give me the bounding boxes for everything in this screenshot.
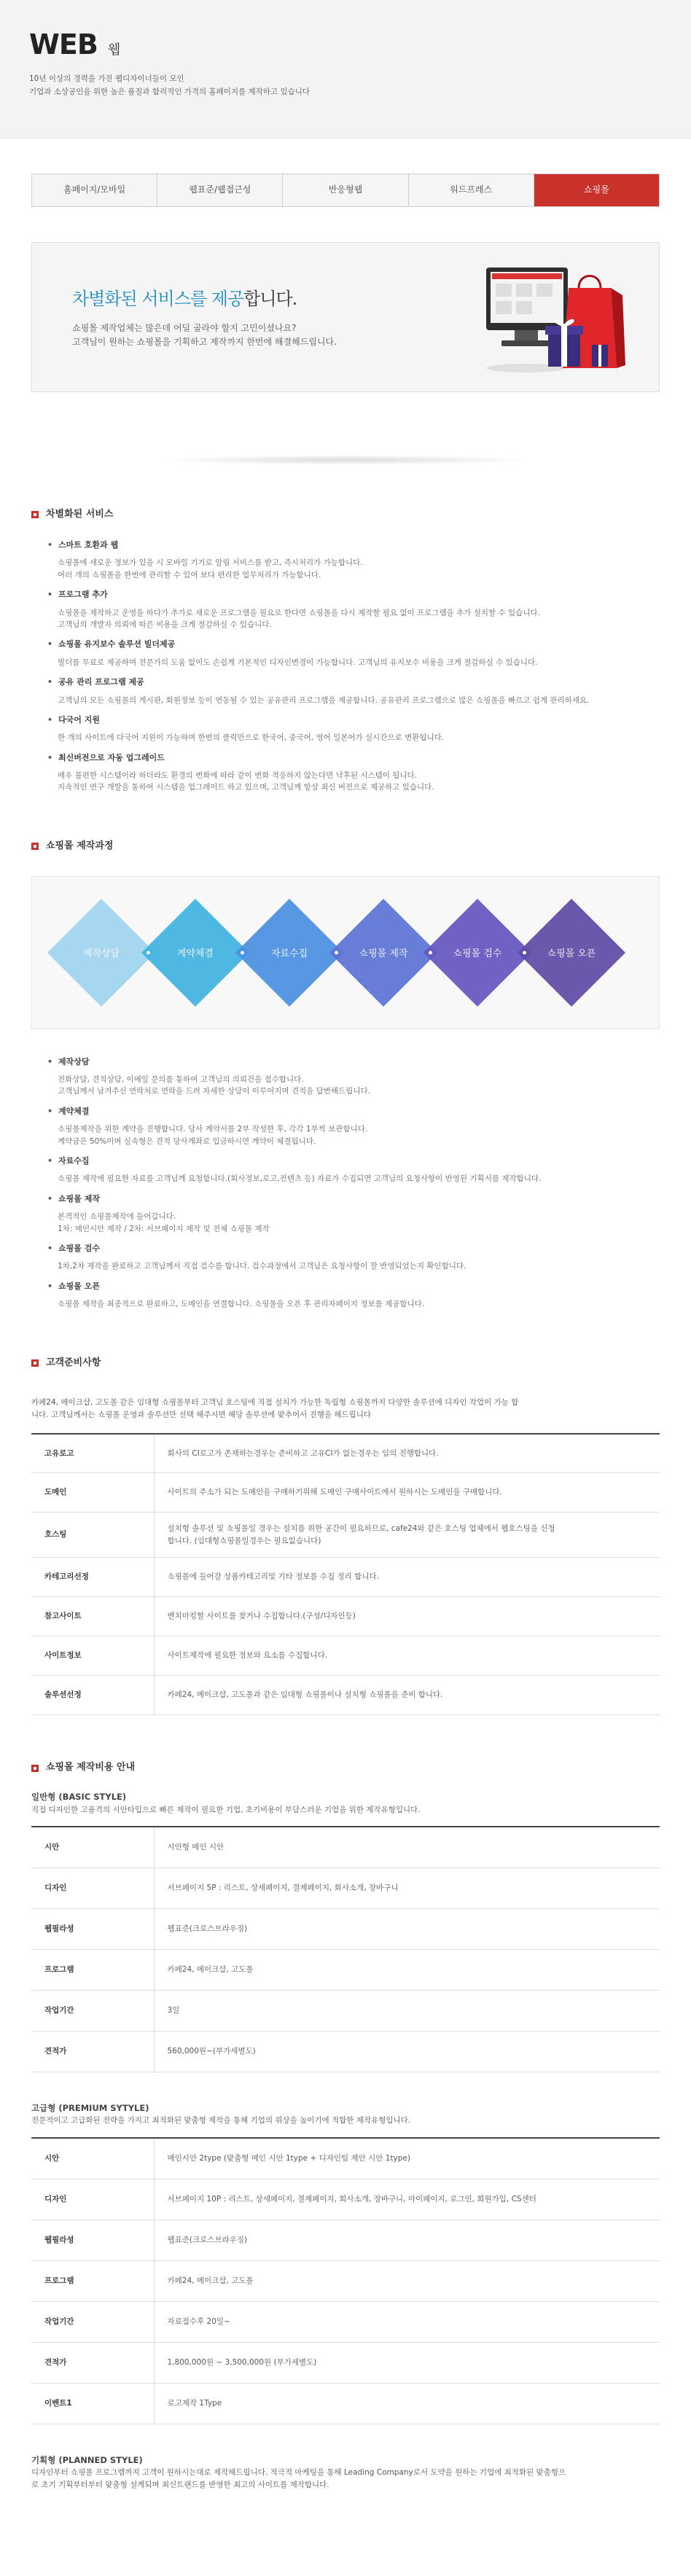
plan-title: 고급형 (PREMIUM SYTYLE) bbox=[31, 2102, 149, 2113]
list-item-title: • 공유 관리 프로그램 제공 bbox=[47, 676, 660, 689]
list-item bbox=[47, 539, 660, 581]
list-item-title: • 스마트 호환과 웹 bbox=[47, 539, 660, 552]
row-value-line: 사이트제작에 필요한 정보와 요소를 수집합니다. bbox=[167, 1651, 328, 1660]
list-item-text: 쇼핑몰을 제작하고 운영을 하다가 추가로 새로운 프로그램을 필요로 한다면 쇼핑몰을 다시 제작할 필요 없이 프로그램을 추가 설치할 수 있습니다. bbox=[58, 608, 540, 617]
list-item-text: 매우 불편한 시스템이라 하더라도 환경의 변화에 따라 같이 변화 적응하지 않는다면 낙후된 시스템이 됩니다. bbox=[58, 771, 418, 781]
section-title bbox=[31, 839, 660, 854]
process-step-label: 계약체결 bbox=[176, 948, 214, 959]
plan-desc: 직접 디자인한 고품격의 시안타입으로 빠른 제작이 필요한 기업, 초기비용이 부담스러운 기업을 위한 제작유형입니다. bbox=[31, 1805, 421, 1814]
row-value: 카페24, 메이크샵, 고도몰 bbox=[154, 2260, 660, 2301]
list-item-text: 쇼핑몰에 새로운 정보가 있을 시 모바일 기기로 알림 서비스를 받고, 즉시처리가 가능합니다. bbox=[58, 558, 363, 568]
list-item-text: 여러 개의 쇼핑몰을 한번에 관리할 수 있어 보다 편리한 업무처리가 가능합니다. bbox=[58, 570, 321, 579]
plan-desc: 디자인부터 쇼핑몰 프로그램까지 고객이 원하시는대로 제작해드립니다. 적극적 마케팅을 통해 Leading Company로서 도약을 원하는 기업에 최적화된 맞춤형으 bbox=[31, 2467, 566, 2477]
table-row bbox=[31, 2260, 660, 2301]
table-row bbox=[31, 1513, 660, 1558]
row-value: 3일 bbox=[154, 1990, 660, 2031]
table-row bbox=[31, 1597, 660, 1636]
prep-intro-line: 니다. 고객님께서는 쇼핑몰 운영과 솔루션만 선택 해주시면 해당 솔루션에 맞추어서 진행을 해드립니다 bbox=[31, 1410, 372, 1420]
table-row bbox=[31, 2342, 660, 2383]
plan-table bbox=[31, 2137, 660, 2424]
process-step-label: 쇼핑몰 제작 bbox=[359, 948, 408, 959]
row-label: 참고사이트 bbox=[31, 1597, 154, 1636]
row-value-line: 벤치마킹할 사이트를 찾거나 수집합니다.(구성/디자인등) bbox=[167, 1612, 356, 1621]
row-value: 카페24, 메이크샵, 고도몰 bbox=[154, 1949, 660, 1990]
divider-shadow bbox=[156, 455, 535, 465]
row-label: 디자인 bbox=[31, 1867, 154, 1908]
bullet-square-icon bbox=[31, 843, 39, 850]
row-value bbox=[154, 1473, 660, 1513]
plan-desc: 전문적이고 고급화된 전략을 가지고 최적화된 맞춤형 제작을 통해 기업의 위상을 높이기에 적합한 제작유형입니다. bbox=[31, 2116, 411, 2126]
list-item bbox=[47, 676, 660, 706]
row-value: 웹표준(크로스브라우징) bbox=[154, 1908, 660, 1949]
list-item bbox=[47, 1242, 660, 1273]
prep-intro-line: 카페24, 메이크샵, 고도몰 같은 임대형 쇼핑몰부터 고객님 호스팅에 직접 설치가 가능한 독립형 쇼핑몰까지 다양한 솔루션에 디자인 작업이 가능 합 bbox=[31, 1398, 519, 1408]
row-value bbox=[154, 1676, 660, 1715]
tab-1[interactable]: 웹표준/웹접근성 bbox=[157, 174, 283, 206]
header-desc-line: 10년 이상의 경력을 가진 웹디자이너들이 모인 bbox=[29, 74, 184, 83]
list-item bbox=[47, 752, 660, 794]
page-subtitle: 웹 bbox=[107, 42, 121, 58]
list-item-title: • 프로그램 추가 bbox=[47, 588, 660, 601]
row-label: 견적가 bbox=[31, 2342, 154, 2383]
process-step-label: 제작상담 bbox=[82, 948, 120, 959]
list-item-text: 지속적인 연구 개발을 통하여 시스템을 업그레이드 하고 있으며, 고객님께 항상 최신 버전으로 제공하고 있습니다. bbox=[58, 783, 434, 792]
table-row bbox=[31, 1990, 660, 2031]
row-label: 카테고리선정 bbox=[31, 1558, 154, 1597]
prep-intro bbox=[31, 1397, 660, 1421]
table-row bbox=[31, 1434, 660, 1473]
list-item-text: 본격적인 쇼핑몰제작에 들어갑니다. bbox=[58, 1212, 176, 1222]
banner-title-highlight: 차별화된 서비스를 제공 bbox=[72, 288, 244, 309]
list-item-text: 1차: 메인시안 제작 / 2차: 서브페이지 제작 및 전체 쇼핑몰 제작 bbox=[58, 1224, 270, 1233]
page-header bbox=[0, 0, 691, 138]
services-section bbox=[31, 507, 660, 794]
list-item bbox=[47, 714, 660, 744]
list-item bbox=[47, 1193, 660, 1235]
table-row bbox=[31, 1867, 660, 1908]
section-title bbox=[31, 1760, 660, 1776]
row-label: 프로그램 bbox=[31, 1949, 154, 1990]
list-item-text: 쇼핑몰 제작을 최종적으로 완료하고, 도메인을 연결합니다. 쇼핑몰을 오픈 후 관리자페이지 정보를 제공합니다. bbox=[58, 1300, 425, 1309]
table-row bbox=[31, 2138, 660, 2179]
row-value: 560,000원~(부가세별도) bbox=[154, 2031, 660, 2072]
row-label: 사이트정보 bbox=[31, 1636, 154, 1676]
pricing-plan bbox=[31, 1790, 660, 2072]
row-label: 프로그램 bbox=[31, 2260, 154, 2301]
row-label: 솔루션선정 bbox=[31, 1676, 154, 1715]
section-title-text: 쇼핑몰 제작과정 bbox=[46, 840, 114, 851]
header-description bbox=[29, 73, 691, 99]
row-value: 메인시안 2type (맞춤형 메인 시안 1type + 디자인팀 제안 시안 1type) bbox=[154, 2138, 660, 2179]
header-desc-line: 기업과 소상공인을 위한 높은 품질과 합리적인 가격의 홈페이지를 제작하고 있습니다 bbox=[29, 87, 311, 96]
row-value-line: 사이트의 주소가 되는 도메인을 구매하기위해 도메인 구매사이트에서 원하시는 도메인을 구매합니다. bbox=[167, 1488, 502, 1497]
bullet-square-icon bbox=[31, 1359, 39, 1367]
process-step-label: 쇼핑몰 검수 bbox=[453, 948, 502, 959]
list-item bbox=[47, 1155, 660, 1185]
prep-section bbox=[31, 1356, 660, 1716]
section-title bbox=[31, 507, 660, 523]
list-item bbox=[47, 1055, 660, 1098]
row-value: 서브페이지 5P : 리스트, 상세페이지, 결제페이지, 회사소개, 장바구니 bbox=[154, 1867, 660, 1908]
banner-line: 쇼핑몰 제작업체는 많은데 어딜 골라야 할지 고민이셨나요? bbox=[72, 323, 297, 333]
row-value: 로고제작 1Type bbox=[154, 2383, 660, 2424]
step-connector-dot bbox=[523, 951, 526, 954]
list-item-title: • 제작상담 bbox=[47, 1055, 660, 1069]
list-item-text: 고객님의 개발자 의뢰에 따른 비용을 크게 절감하실 수 있습니다. bbox=[58, 620, 272, 629]
step-connector-dot bbox=[241, 951, 244, 954]
row-value-line: 카페24, 메이크샵, 고도몰과 같은 임대형 쇼핑몰이나 설치형 쇼핑몰을 준비 합니다. bbox=[167, 1690, 443, 1700]
process-detail-list bbox=[47, 1055, 660, 1311]
table-row bbox=[31, 1908, 660, 1949]
list-item-title: • 계약체결 bbox=[47, 1105, 660, 1118]
list-item-text: 고객님께서 남겨주신 연락처로 연락을 드려 자세한 상담이 이루어지며 견적을 답변해드립니다. bbox=[58, 1087, 370, 1096]
row-label: 호스팅 bbox=[31, 1513, 154, 1558]
bullet-square-icon bbox=[31, 1765, 39, 1772]
process-section bbox=[31, 839, 660, 1311]
section-title-text: 차별화된 서비스 bbox=[46, 509, 114, 520]
row-value: 서브페이지 10P : 리스트, 상세페이지, 결제페이지, 회사소개, 장바구니, 마이페이지, 로그인, 회원가입, CS센터 bbox=[154, 2179, 660, 2220]
list-item-title: • 쇼핑몰 검수 bbox=[47, 1242, 660, 1255]
row-label: 디자인 bbox=[31, 2179, 154, 2220]
list-item-text: 빌더를 무료로 제공하며 전문가의 도움 없이도 손쉽게 기본적인 디자인변경이 가능합니다. 고객님의 유지보수 비용을 크게 절감하실 수 있습니다. bbox=[58, 657, 538, 667]
row-label: 이벤트1 bbox=[31, 2383, 154, 2424]
step-connector-dot bbox=[147, 951, 150, 954]
row-value bbox=[154, 1434, 660, 1473]
table-row bbox=[31, 1636, 660, 1676]
row-label: 작업기간 bbox=[31, 2301, 154, 2342]
pricing-section bbox=[31, 1760, 660, 2491]
plan-desc: 로 초기 기획부터부터 맞춤형 설계되며 최신트랜드를 반영한 최고의 사이트를 제작합니다. bbox=[31, 2480, 329, 2489]
list-item bbox=[47, 588, 660, 631]
table-row bbox=[31, 2179, 660, 2220]
list-item-text: 쇼핑몰 제작에 필요한 자료를 고객님께 요청합니다.(회사정보,로고,컨텐츠 등) 자료가 수집되면 고객님의 요청사항이 반영된 기획서를 제작합니다. bbox=[58, 1174, 542, 1184]
banner-title-rest: 합니다. bbox=[243, 288, 297, 309]
row-label: 견적가 bbox=[31, 2031, 154, 2072]
plan-table bbox=[31, 1826, 660, 2072]
row-value bbox=[154, 1636, 660, 1676]
banner-line: 고객님이 원하는 쇼핑몰을 기획하고 제작까지 한번에 해결해드립니다. bbox=[72, 337, 337, 348]
list-item-title: • 쇼핑몰 유지보수 솔루션 빌더제공 bbox=[47, 638, 660, 651]
service-list bbox=[47, 539, 660, 794]
step-connector-dot bbox=[429, 951, 432, 954]
tab-3[interactable]: 워드프레스 bbox=[409, 174, 534, 206]
row-value: 1,800,000원 ~ 3,500,000원 (부가세별도) bbox=[154, 2342, 660, 2383]
table-row bbox=[31, 2383, 660, 2424]
table-row bbox=[31, 1676, 660, 1715]
list-item-text: 쇼핑몰제작을 위한 계약을 진행합니다. 당사 계약서를 2부 작성한 후, 각각 1부씩 보관합니다. bbox=[58, 1125, 368, 1134]
banner-body bbox=[72, 321, 337, 349]
bullet-square-icon bbox=[31, 511, 39, 518]
list-item bbox=[47, 638, 660, 668]
tab-0[interactable]: 홈페이지/모바일 bbox=[32, 174, 157, 206]
step-connector-dot bbox=[335, 951, 338, 954]
process-steps-graphic bbox=[32, 877, 660, 1029]
table-row bbox=[31, 2031, 660, 2072]
table-row bbox=[31, 2301, 660, 2342]
row-label: 웹필라셩 bbox=[31, 2220, 154, 2260]
list-item-title: • 쇼핑몰 제작 bbox=[47, 1193, 660, 1206]
row-value bbox=[154, 1513, 660, 1558]
list-item bbox=[47, 1105, 660, 1147]
table-row bbox=[31, 1827, 660, 1867]
list-item-title: • 쇼핑몰 오픈 bbox=[47, 1280, 660, 1293]
service-tabs bbox=[31, 173, 660, 207]
page-title-text: WEB bbox=[29, 28, 98, 61]
table-row bbox=[31, 1949, 660, 1990]
row-label: 작업기간 bbox=[31, 1990, 154, 2031]
tab-2[interactable]: 반응형웹 bbox=[283, 174, 408, 206]
tab-4[interactable]: 쇼핑몰 bbox=[534, 174, 659, 206]
list-item-text: 고객님의 모든 쇼핑몰의 게시판, 회원정보 등이 연동될 수 있는 공유관리 프로그램을 제공합니다. 공유관리 프로그램으로 많은 쇼핑몰을 빠르고 쉽게 관리하세요. bbox=[58, 695, 590, 705]
process-step-label: 자료수집 bbox=[270, 948, 308, 959]
pricing-plan bbox=[31, 2454, 660, 2491]
page-title bbox=[29, 28, 691, 61]
list-item-title: • 최신버전으로 자동 업그레이드 bbox=[47, 752, 660, 765]
banner-title bbox=[72, 285, 337, 313]
row-label: 시안 bbox=[31, 2138, 154, 2179]
table-row bbox=[31, 2220, 660, 2260]
pricing-plans bbox=[31, 1790, 660, 2491]
row-label: 고유로고 bbox=[31, 1434, 154, 1473]
row-label: 도메인 bbox=[31, 1473, 154, 1513]
section-title-text: 고객준비사항 bbox=[46, 1357, 101, 1368]
row-value: 자료접수후 20일~ bbox=[154, 2301, 660, 2342]
row-label: 웹필라셩 bbox=[31, 1908, 154, 1949]
list-item-text: 한 개의 사이트에 다국어 지원이 가능하며 한번의 클릭만으로 한국어, 중국어, 영어 일본어가 실시간으로 변환됩니다. bbox=[58, 733, 445, 743]
list-item-title: • 자료수집 bbox=[47, 1155, 660, 1168]
row-value: 웹표준(크로스브라우징) bbox=[154, 2220, 660, 2260]
process-step-label: 쇼핑몰 오픈 bbox=[547, 948, 596, 959]
section-title bbox=[31, 1356, 660, 1371]
row-value-line: 합니다. (임대형쇼핑몰일경우는 필요없습니다) bbox=[167, 1536, 321, 1545]
pricing-plan bbox=[31, 2101, 660, 2424]
plan-title: 일반형 (BASIC STYLE) bbox=[31, 1792, 127, 1803]
row-value-line: 쇼핑몰에 들어갈 상품카테고리및 기타 정보를 수집 정리 합니다. bbox=[167, 1572, 379, 1582]
row-value bbox=[154, 1558, 660, 1597]
shopping-illustration bbox=[483, 259, 628, 379]
row-value: 시안형 메인 시안 bbox=[154, 1827, 660, 1867]
prep-table bbox=[31, 1433, 660, 1716]
plan-title: 기획형 (PLANNED STYLE) bbox=[31, 2454, 143, 2465]
promo-banner bbox=[31, 242, 660, 392]
list-item bbox=[47, 1280, 660, 1311]
list-item-title: • 다국어 지원 bbox=[47, 714, 660, 727]
process-diagram bbox=[31, 876, 660, 1029]
row-value-line: 회사의 CI로고가 존재하는경우는 준비하고 고유CI가 없는경우는 임의 진행합니다. bbox=[167, 1448, 439, 1458]
list-item-text: 전화상담, 견적상담, 이메일 문의를 통하여 고객님의 의뢰건을 접수합니다. bbox=[58, 1075, 304, 1085]
row-label: 시안 bbox=[31, 1827, 154, 1867]
table-row bbox=[31, 1473, 660, 1513]
list-item-text: 계약금은 50%이며 실속형은 견적 당사계좌로 입금하시면 계약이 체결됩니다. bbox=[58, 1136, 316, 1146]
table-row bbox=[31, 1558, 660, 1597]
row-value-line: 설치형 솔루션 및 쇼핑몰일 경우는 설치를 위한 공간이 필요하므로, cafe24와 같은 호스팅 업체에서 웹호스팅을 신청 bbox=[167, 1524, 555, 1534]
row-value bbox=[154, 1597, 660, 1636]
section-title-text: 쇼핑몰 제작비용 안내 bbox=[46, 1762, 136, 1773]
list-item-text: 1차,2차 제작을 완료하고 고객님께서 직접 검수를 합니다. 검수과정에서 고객님은 요청사항이 잘 반영되었는지 확인합니다. bbox=[58, 1262, 466, 1271]
